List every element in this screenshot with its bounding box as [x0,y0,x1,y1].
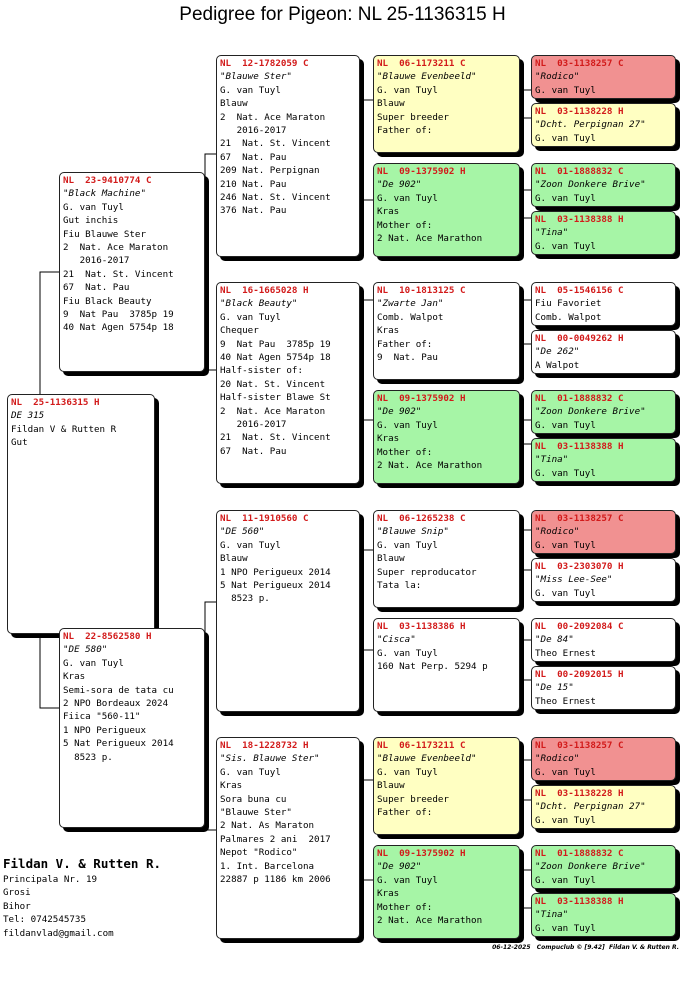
info-line: 20 Nat. St. Vincent [220,378,326,390]
info-line: Half-sister of: [220,365,303,377]
info-line: Fiica "560-11" [63,711,141,723]
ring-number: NL 03-1138228 H [535,788,624,799]
info-line: G. van Tuyl [535,240,596,252]
info-line: 1 NPO Perigueux 2014 [220,566,331,578]
info-line: Fiu Favoriet [535,298,602,310]
info-line: 8523 p. [220,593,270,605]
info-line: G. van Tuyl [535,132,596,144]
pigeon-name: "Zoon Donkere Brive" [535,406,646,418]
gen3-card-8[interactable] [373,845,520,939]
info-line: Theo Ernest [535,647,596,659]
info-line: G. van Tuyl [220,84,281,96]
info-line: Kras [220,780,243,792]
ring-number: NL 00-2092015 H [535,669,624,680]
ring-number: NL 10-1813125 C [377,285,466,296]
gen4-card-8[interactable] [531,438,676,482]
pigeon-name: DE 315 [11,410,45,422]
ring-number: NL 25-1136315 H [11,397,100,408]
info-line: 2016-2017 [220,125,287,137]
info-line: 67 Nat. Pau [63,282,130,294]
subject-pigeon-card[interactable] [7,394,155,634]
gen4-card-5[interactable] [531,282,676,326]
owner-region: Bihor [3,900,31,912]
ring-number: NL 11-1910560 C [220,513,309,524]
info-line: 209 Nat. Perpignan [220,165,320,177]
info-line: Kras [377,888,400,900]
gen4-card-3[interactable] [531,163,676,207]
ring-number: NL 03-1138257 C [535,58,624,69]
gen4-card-14[interactable] [531,785,676,829]
info-line: Kras [377,206,400,218]
owner-name: Fildan V. & Rutten R. [3,856,162,871]
pigeon-name: "Dcht. Perpignan 27" [535,119,646,131]
info-line: Fiu Black Beauty [63,295,152,307]
pigeon-name: "De 902" [377,406,422,418]
info-line: G. van Tuyl [377,766,438,778]
info-line: G. van Tuyl [535,922,596,934]
gen4-card-4[interactable] [531,211,676,255]
info-line: G. van Tuyl [377,874,438,886]
info-line: Tata la: [377,580,422,592]
info-line: G. van Tuyl [377,647,438,659]
info-line: 40 Nat Agen 5754p 18 [220,352,331,364]
ring-number: NL 09-1375902 H [377,848,466,859]
info-line: G. van Tuyl [535,814,596,826]
ring-number: NL 01-1888832 C [535,393,624,404]
info-line: Father of: [377,125,433,137]
info-line: 9 Nat. Pau [377,352,438,364]
info-line: G. van Tuyl [535,874,596,886]
info-line: G. van Tuyl [377,539,438,551]
owner-city: Grosi [3,887,31,899]
info-line: 22887 p 1186 km 2006 [220,874,331,886]
pigeon-name: "Dcht. Perpignan 27" [535,801,646,813]
info-line: Father of: [377,338,433,350]
info-line: G. van Tuyl [535,539,596,551]
ring-number: NL 00-0049262 H [535,333,624,344]
pigeon-name: "Black Beauty" [220,298,298,310]
info-line: 160 Nat Perp. 5294 p [377,661,488,673]
pigeon-name: "De 902" [377,179,422,191]
ring-number: NL 03-1138388 H [535,441,624,452]
info-line: G. van Tuyl [377,84,438,96]
granddam-paternal-card[interactable] [216,282,360,484]
pigeon-name: "Rodico" [535,753,580,765]
sire-card[interactable] [59,172,205,372]
gen4-card-1[interactable] [531,55,676,99]
owner-address: Principala Nr. 19 [3,874,98,885]
ring-number: NL 01-1888832 C [535,848,624,859]
info-line: 376 Nat. Pau [220,205,287,217]
pigeon-name: "Cisca" [377,634,416,646]
info-line: Kras [63,671,86,683]
info-line: Sora buna cu [220,793,287,805]
grandsire-paternal-card[interactable] [216,55,360,257]
info-line: Fiu Blauwe Ster [63,228,146,240]
gen3-card-6[interactable] [373,618,520,712]
ring-number: NL 03-1138257 C [535,513,624,524]
ring-number: NL 03-1138388 H [535,896,624,907]
gen4-card-13[interactable] [531,737,676,781]
info-line: G. van Tuyl [220,766,281,778]
ring-number: NL 16-1665028 H [220,285,309,296]
info-line: Father of: [377,807,433,819]
pigeon-name: "De 15" [535,682,574,694]
ring-number: NL 03-2303070 H [535,561,624,572]
owner-email[interactable]: fildanvlad@gmail.com [3,927,114,939]
pigeon-name: "Zoon Donkere Brive" [535,861,646,873]
ring-number: NL 23-9410774 C [63,175,152,186]
info-line: Palmares 2 ani 2017 [220,833,331,845]
info-line: 2 Nat. Ace Marathon [377,915,483,927]
info-line: G. van Tuyl [377,419,438,431]
pigeon-name: "Rodico" [535,526,580,538]
info-line: G. van Tuyl [535,587,596,599]
info-line: 2 Nat. Ace Maraton [63,242,169,254]
gen4-card-2[interactable] [531,103,676,147]
footer-credit: 06-12-2025 Compuclub © [9.42] Fildan V. & Rutten R. [492,944,679,951]
info-line: G. van Tuyl [535,766,596,778]
info-line: 2 Nat. Ace Marathon [377,233,483,245]
info-line: G. van Tuyl [535,192,596,204]
owner-contact-block [3,855,161,940]
pigeon-name: "Tina" [535,454,569,466]
info-line: 210 Nat. Pau [220,178,287,190]
info-line: "Blauwe Ster" [220,807,292,819]
info-line: G. van Tuyl [63,201,124,213]
ring-number: NL 01-1888832 C [535,166,624,177]
info-line: Kras [377,325,400,337]
pigeon-name: "Rodico" [535,71,580,83]
info-line: G. van Tuyl [535,467,596,479]
info-line: Gut inchis [63,215,119,227]
pigeon-name: "Zwarte Jan" [377,298,444,310]
pigeon-name: "DE 580" [63,644,108,656]
info-line: Blauw [220,553,248,565]
ring-number: NL 09-1375902 H [377,166,466,177]
grandsire-maternal-card[interactable] [216,510,360,712]
ring-number: NL 00-2092084 C [535,621,624,632]
info-line: Blauw [377,553,405,565]
info-line: 2016-2017 [63,255,130,267]
info-line: Super breeder [377,793,449,805]
gen4-card-11[interactable] [531,618,676,662]
info-line: Theo Ernest [535,695,596,707]
pigeon-name: "Blauwe Evenbeeld" [377,753,477,765]
info-line: 9 Nat Pau 3785p 19 [63,309,174,321]
gen4-card-6[interactable] [531,330,676,374]
gen3-card-1[interactable] [373,55,520,153]
ring-number: NL 06-1173211 C [377,740,466,751]
info-line: Mother of: [377,219,433,231]
info-line: 2 Nat. As Maraton [220,820,315,832]
info-line: Semi-sora de tata cu [63,684,174,696]
info-line: Mother of: [377,446,433,458]
gen3-card-3[interactable] [373,282,520,380]
dam-card[interactable] [59,628,205,828]
info-line: 5 Nat Perigueux 2014 [220,580,331,592]
info-line: 21 Nat. St. Vincent [220,138,331,150]
info-line: G. van Tuyl [377,192,438,204]
pigeon-name: "De 902" [377,861,422,873]
info-line: G. van Tuyl [220,539,281,551]
gen4-card-12[interactable] [531,666,676,710]
gen4-card-10[interactable] [531,558,676,602]
info-line: 1 NPO Perigueux [63,724,146,736]
pigeon-name: "Tina" [535,227,569,239]
info-line: Nepot "Rodico" [220,847,298,859]
pigeon-name: "Zoon Donkere Brive" [535,179,646,191]
pigeon-name: "Blauwe Evenbeeld" [377,71,477,83]
info-line: A Walpot [535,359,580,371]
info-line: Super reproducator [377,566,477,578]
pigeon-name: "De 262" [535,346,580,358]
info-line: Mother of: [377,901,433,913]
pigeon-name: "Miss Lee-See" [535,574,613,586]
info-line: G. van Tuyl [63,657,124,669]
pigeon-name: "Sis. Blauwe Ster" [220,753,320,765]
info-line: 2 Nat. Ace Maraton [220,111,326,123]
info-line: 1. Int. Barcelona [220,860,315,872]
info-line: Blauw [377,780,405,792]
info-line: Super breeder [377,111,449,123]
ring-number: NL 06-1265238 C [377,513,466,524]
gen3-card-5[interactable] [373,510,520,608]
pigeon-name: "De 84" [535,634,574,646]
info-line: Comb. Walpot [377,311,444,323]
info-line: 40 Nat Agen 5754p 18 [63,322,174,334]
info-line: Half-sister Blawe St [220,392,331,404]
page-title: Pedigree for Pigeon: NL 25-1136315 H [179,4,506,25]
info-line: Blauw [220,98,248,110]
info-line: 8523 p. [63,751,113,763]
pigeon-name: "Blauwe Ster" [220,71,292,83]
gen3-card-4[interactable] [373,390,520,484]
info-line: 9 Nat Pau 3785p 19 [220,338,331,350]
ring-number: NL 03-1138386 H [377,621,466,632]
info-line: 21 Nat. St. Vincent [220,432,331,444]
info-line: 67 Nat. Pau [220,151,287,163]
ring-number: NL 09-1375902 H [377,393,466,404]
ring-number: NL 12-1782059 C [220,58,309,69]
gen4-card-15[interactable] [531,845,676,889]
owner-line: Fildan V & Rutten R [11,423,117,435]
info-line: 67 Nat. Pau [220,445,287,457]
info-line: Comb. Walpot [535,311,602,323]
owner-phone: Tel: 0742545735 [3,914,86,926]
ring-number: NL 05-1546156 C [535,285,624,296]
ring-number: NL 03-1138228 H [535,106,624,117]
info-line: G. van Tuyl [535,419,596,431]
ring-number: NL 03-1138257 C [535,740,624,751]
info-line: 21 Nat. St. Vincent [63,268,174,280]
info-line: 2 NPO Bordeaux 2024 [63,698,169,710]
color-line: Gut [11,437,28,449]
pigeon-name: "DE 560" [220,526,265,538]
granddam-maternal-card[interactable] [216,737,360,939]
ring-number: NL 18-1228732 H [220,740,309,751]
info-line: 246 Nat. St. Vincent [220,192,331,204]
ring-number: NL 22-8562580 H [63,631,152,642]
info-line: G. van Tuyl [220,311,281,323]
info-line: G. van Tuyl [535,84,596,96]
info-line: 2 Nat. Ace Marathon [377,460,483,472]
ring-number: NL 06-1173211 C [377,58,466,69]
gen4-card-16[interactable] [531,893,676,937]
gen4-card-9[interactable] [531,510,676,554]
gen3-card-2[interactable] [373,163,520,257]
pigeon-name: "Blauwe Snip" [377,526,449,538]
ring-number: NL 03-1138388 H [535,214,624,225]
gen4-card-7[interactable] [531,390,676,434]
gen3-card-7[interactable] [373,737,520,835]
info-line: Blauw [377,98,405,110]
info-line: Kras [377,433,400,445]
info-line: Chequer [220,325,259,337]
info-line: 2 Nat. Ace Maraton [220,405,326,417]
info-line: 2016-2017 [220,419,287,431]
pigeon-name: "Black Machine" [63,188,146,200]
pigeon-name: "Tina" [535,909,569,921]
info-line: 5 Nat Perigueux 2014 [63,738,174,750]
